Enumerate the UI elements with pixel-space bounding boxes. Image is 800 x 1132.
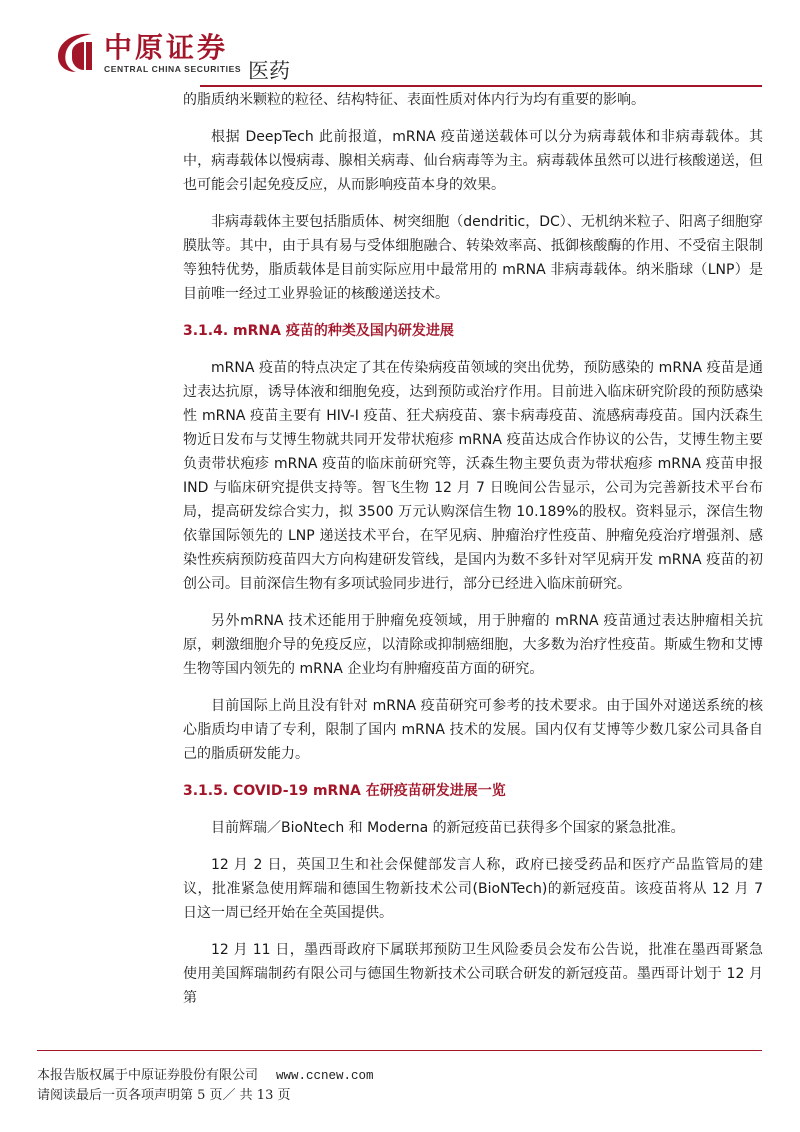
paragraph: 根据 DeepTech 此前报道，mRNA 疫苗递送载体可以分为病毒载体和非病毒载体。其中，病毒载体以慢病毒、腺相关病毒、仙台病毒等为主。病毒载体虽然可以进行核酸递送，但也可能会引起免疫反应，从而影响疫苗本身的效果。 bbox=[183, 129, 763, 193]
ccs-logo-icon bbox=[52, 30, 98, 74]
brand-name-en: CENTRAL CHINA SECURITIES bbox=[104, 64, 242, 74]
paragraph: 目前辉瑞／BioNtech 和 Moderna 的新冠疫苗已获得多个国家的紧急批准。 bbox=[211, 820, 685, 836]
section-heading: 3.1.5. COVID-19 mRNA 在研疫苗研发进展一览 bbox=[183, 783, 506, 799]
paragraph: 非病毒载体主要包括脂质体、树突细胞（dendritic，DC）、无机纳米粒子、阳离子细胞穿膜肽等。其中，由于具有易与受体细胞融合、转染效率高、抵御核酸酶的作用、不受宿主限制等独特优势，脂质载体是目前实际应用中最常用的 mRNA 非病毒载体。纳米脂球（LNP）是目前唯一经过工业界验证的核酸递送技术。 bbox=[183, 214, 763, 302]
copyright-text: 本报告版权属于中原证券股份有限公司 bbox=[37, 1068, 259, 1083]
sector-label: 医药 bbox=[248, 59, 290, 83]
paragraph: 另外mRNA 技术还能用于肿瘤免疫领域，用于肿瘤的 mRNA 疫苗通过表达肿瘤相关抗原，刺激细胞介导的免疫反应，以清除或抑制癌细胞，大多数为治疗性疫苗。斯威生物和艾博生物等国内领先的 mRNA 企业均有肿瘤疫苗方面的研究。 bbox=[183, 613, 763, 677]
website-link[interactable]: www.ccnew.com bbox=[276, 1069, 374, 1083]
report-body bbox=[183, 88, 763, 1010]
paragraph: mRNA 疫苗的特点决定了其在传染病疫苗领域的突出优势，预防感染的 mRNA 疫苗是通过表达抗原，诱导体液和细胞免疫，达到预防或治疗作用。目前进入临床研究阶段的预防感染性 mRNA 疫苗主要有 HIV-I 疫苗、狂犬病疫苗、寨卡病毒疫苗、流感病毒疫苗。国内沃森生物近日发布与艾博生物就共同开发带状疱疹 mRNA 疫苗达成合作协议的公告，艾博生物主要负责带状疱疹 mRNA 疫苗的临床前研究等，沃森生物主要负责为带状疱疹 mRNA 疫苗申报 IND 与临床研究提供支持等。智飞生物 12 月 7 日晚间公告显示，公司为完善新技术平台布局，提高研发综合实力，拟 3500 万元认购深信生物 10.189%的股权。资料显示，深信生物依靠国际领先的 LNP 递送技术平台，在罕见病、肿瘤治疗性疫苗、肿瘤免疫治疗增强剂、感染性疾病预防疫苗四大方向构建研发管线，是国内为数不多针对罕见病开发 mRNA 疫苗的初创公司。目前深信生物有多项试验同步进行，部分已经进入临床前研究。 bbox=[183, 360, 763, 592]
page-header bbox=[0, 0, 800, 86]
footer-divider bbox=[37, 1050, 762, 1051]
footer-line-1 bbox=[37, 1066, 762, 1086]
header-divider bbox=[200, 85, 762, 87]
paragraph: 12 月 11 日，墨西哥政府下属联邦预防卫生风险委员会发布公告说，批准在墨西哥紧急使用美国辉瑞制药有限公司与德国生物新技术公司联合研发的新冠疫苗。墨西哥计划于 12 月第 bbox=[183, 942, 763, 1006]
brand-name-cn: 中原证券 bbox=[104, 31, 229, 64]
paragraph: 12 月 2 日，英国卫生和社会保健部发言人称，政府已接受药品和医疗产品监管局的建议，批准紧急使用辉瑞和德国生物新技术公司(BioNTech)的新冠疫苗。该疫苗将从 12 月 7 日这一周已经开始在全英国提供。 bbox=[183, 857, 763, 921]
paragraph: 目前国际上尚且没有针对 mRNA 疫苗研究可参考的技术要求。由于国外对递送系统的核心脂质均申请了专利，限制了国内 mRNA 技术的发展。国内仅有艾博等少数几家公司具备自己的脂质研发能力。 bbox=[183, 698, 763, 762]
section-heading: 3.1.4. mRNA 疫苗的种类及国内研发进展 bbox=[183, 323, 454, 339]
paragraph: 的脂质纳米颗粒的粒径、结构特征、表面性质对体内行为均有重要的影响。 bbox=[183, 92, 645, 108]
page-disclaimer: 请阅读最后一页各项声明第 5 页／ 共 13 页 bbox=[37, 1088, 291, 1103]
page-footer bbox=[37, 1066, 762, 1106]
